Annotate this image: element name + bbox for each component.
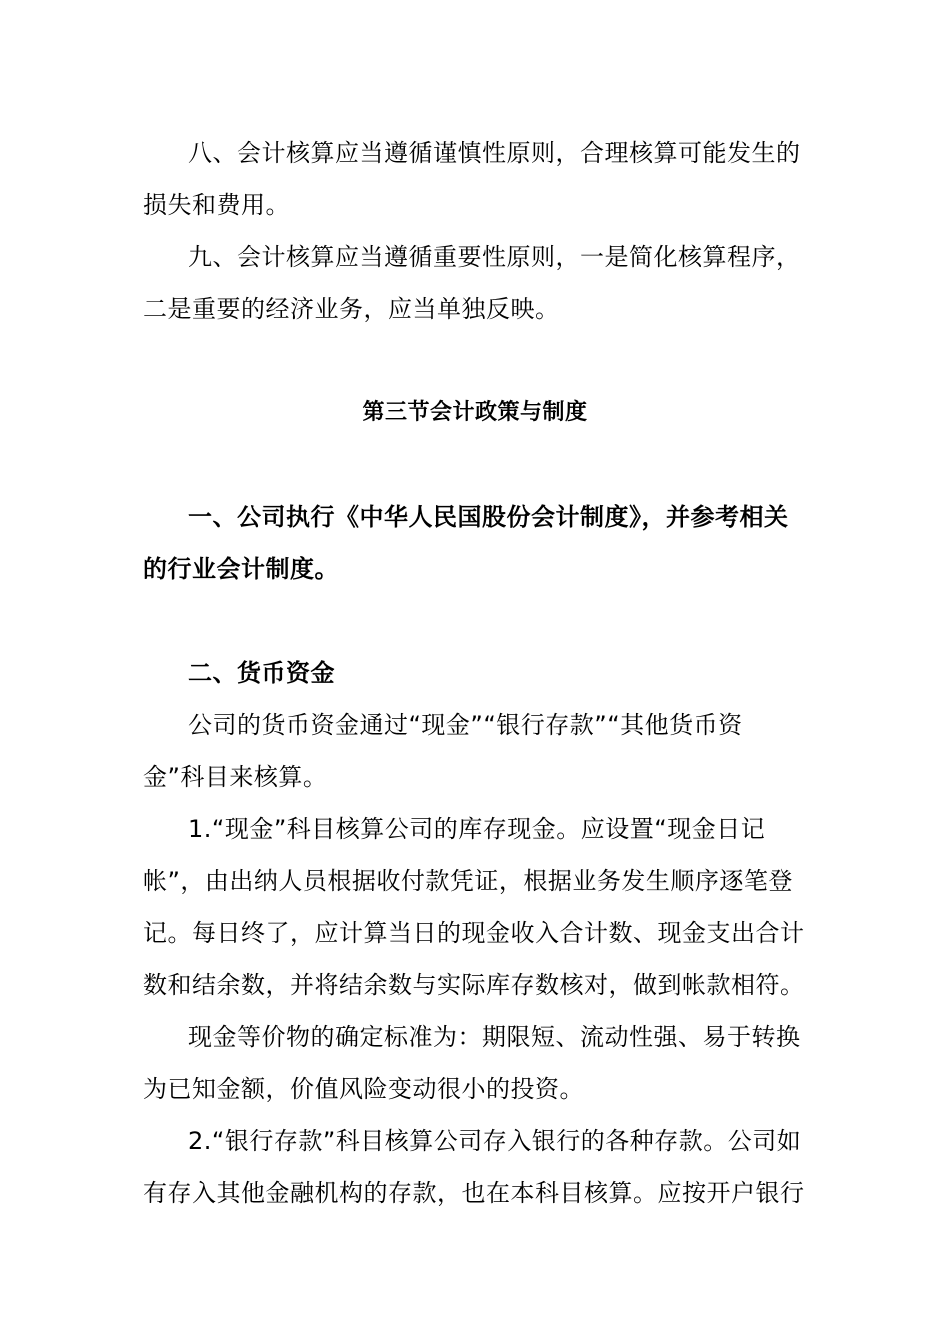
bank-rule-line1: 2.“银行存款”科目核算公司存入银行的各种存款。公司如 <box>188 1127 802 1155</box>
cash-rule-line3: 记。每日终了，应计算当日的现金收入合计数、现金支出合计 <box>143 919 805 947</box>
cash-rule-line4: 数和结余数，并将结余数与实际库存数核对，做到帐款相符。 <box>143 971 805 999</box>
cash-intro-line2: 金”科目来核算。 <box>143 763 328 791</box>
item1-line2: 的行业会计制度。 <box>143 555 339 583</box>
para9-line1: 九、会计核算应当遵循重要性原则，一是简化核算程序， <box>188 243 801 271</box>
para8-line1: 八、会计核算应当遵循谨慎性原则，合理核算可能发生的 <box>188 139 801 167</box>
section-title: 第三节会计政策与制度 <box>362 400 588 425</box>
item1-line1: 一、公司执行《中华人民国股份会计制度》，并参考相关 <box>188 503 789 531</box>
bank-rule-line2: 有存入其他金融机构的存款，也在本科目核算。应按开户银行 <box>143 1179 805 1207</box>
para8-line2: 损失和费用。 <box>143 191 290 219</box>
cash-equivalents-line2: 为已知金额，价值风险变动很小的投资。 <box>143 1075 584 1103</box>
cash-intro-line1: 公司的货币资金通过“现金”“银行存款”“其他货币资 <box>188 711 743 739</box>
para9-line2: 二是重要的经济业务，应当单独反映。 <box>143 295 560 323</box>
cash-rule-line2: 帐”，由出纳人员根据收付款凭证，根据业务发生顺序逐笔登 <box>143 867 793 895</box>
item2-heading: 二、货币资金 <box>188 659 335 687</box>
cash-rule-line1: 1.“现金”科目核算公司的库存现金。应设置“现金日记 <box>188 815 766 843</box>
cash-equivalents-line1: 现金等价物的确定标准为：期限短、流动性强、易于转换 <box>188 1023 801 1051</box>
